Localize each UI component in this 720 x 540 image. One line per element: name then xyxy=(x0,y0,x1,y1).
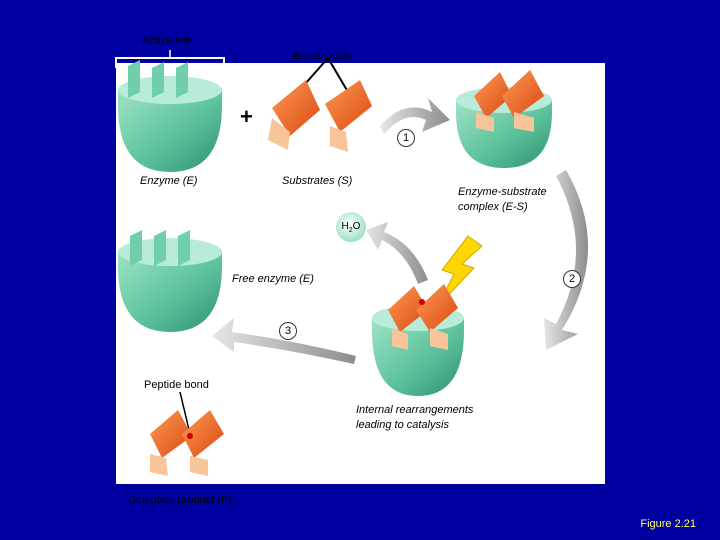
arrow-water-release xyxy=(366,222,428,284)
figure-caption: Figure 2.21 xyxy=(640,518,696,530)
enzyme-label: Enzyme (E) xyxy=(140,175,198,187)
step-3-badge: 3 xyxy=(279,322,297,340)
water-subscript: 2 xyxy=(348,227,353,234)
step-1-badge: 1 xyxy=(397,129,415,147)
internal-rearrangements-line1: Internal rearrangements xyxy=(356,404,474,416)
enzyme-substrate-complex xyxy=(456,70,552,168)
free-enzyme xyxy=(118,230,222,332)
substrate-molecules xyxy=(268,80,372,152)
complex-label-line2: complex (E-S) xyxy=(458,201,528,213)
plus-sign: + xyxy=(240,104,253,129)
arrow-step-1 xyxy=(380,98,450,134)
water-o: O xyxy=(352,221,361,232)
free-enzyme-label: Free enzyme (E) xyxy=(232,273,314,285)
active-site-label: Active site xyxy=(142,35,193,47)
complex-label-line1: Enzyme-substrate xyxy=(458,186,547,198)
amino-acid-pointer-2 xyxy=(328,58,348,92)
step-2-badge: 2 xyxy=(563,270,581,288)
arrow-step-2 xyxy=(544,170,588,350)
amino-acids-label: Amino acids xyxy=(292,50,352,62)
substrates-label: Substrates (S) xyxy=(282,175,353,187)
dipeptide-label: Dipeptide product (P) xyxy=(128,494,232,506)
enzyme-top-left xyxy=(118,60,222,172)
peptide-bond-label: Peptide bond xyxy=(144,379,209,391)
enzyme-catalysis xyxy=(372,284,464,396)
water-h: H xyxy=(341,221,349,232)
internal-rearrangements-line2: leading to catalysis xyxy=(356,419,449,431)
water-molecule xyxy=(336,212,366,242)
